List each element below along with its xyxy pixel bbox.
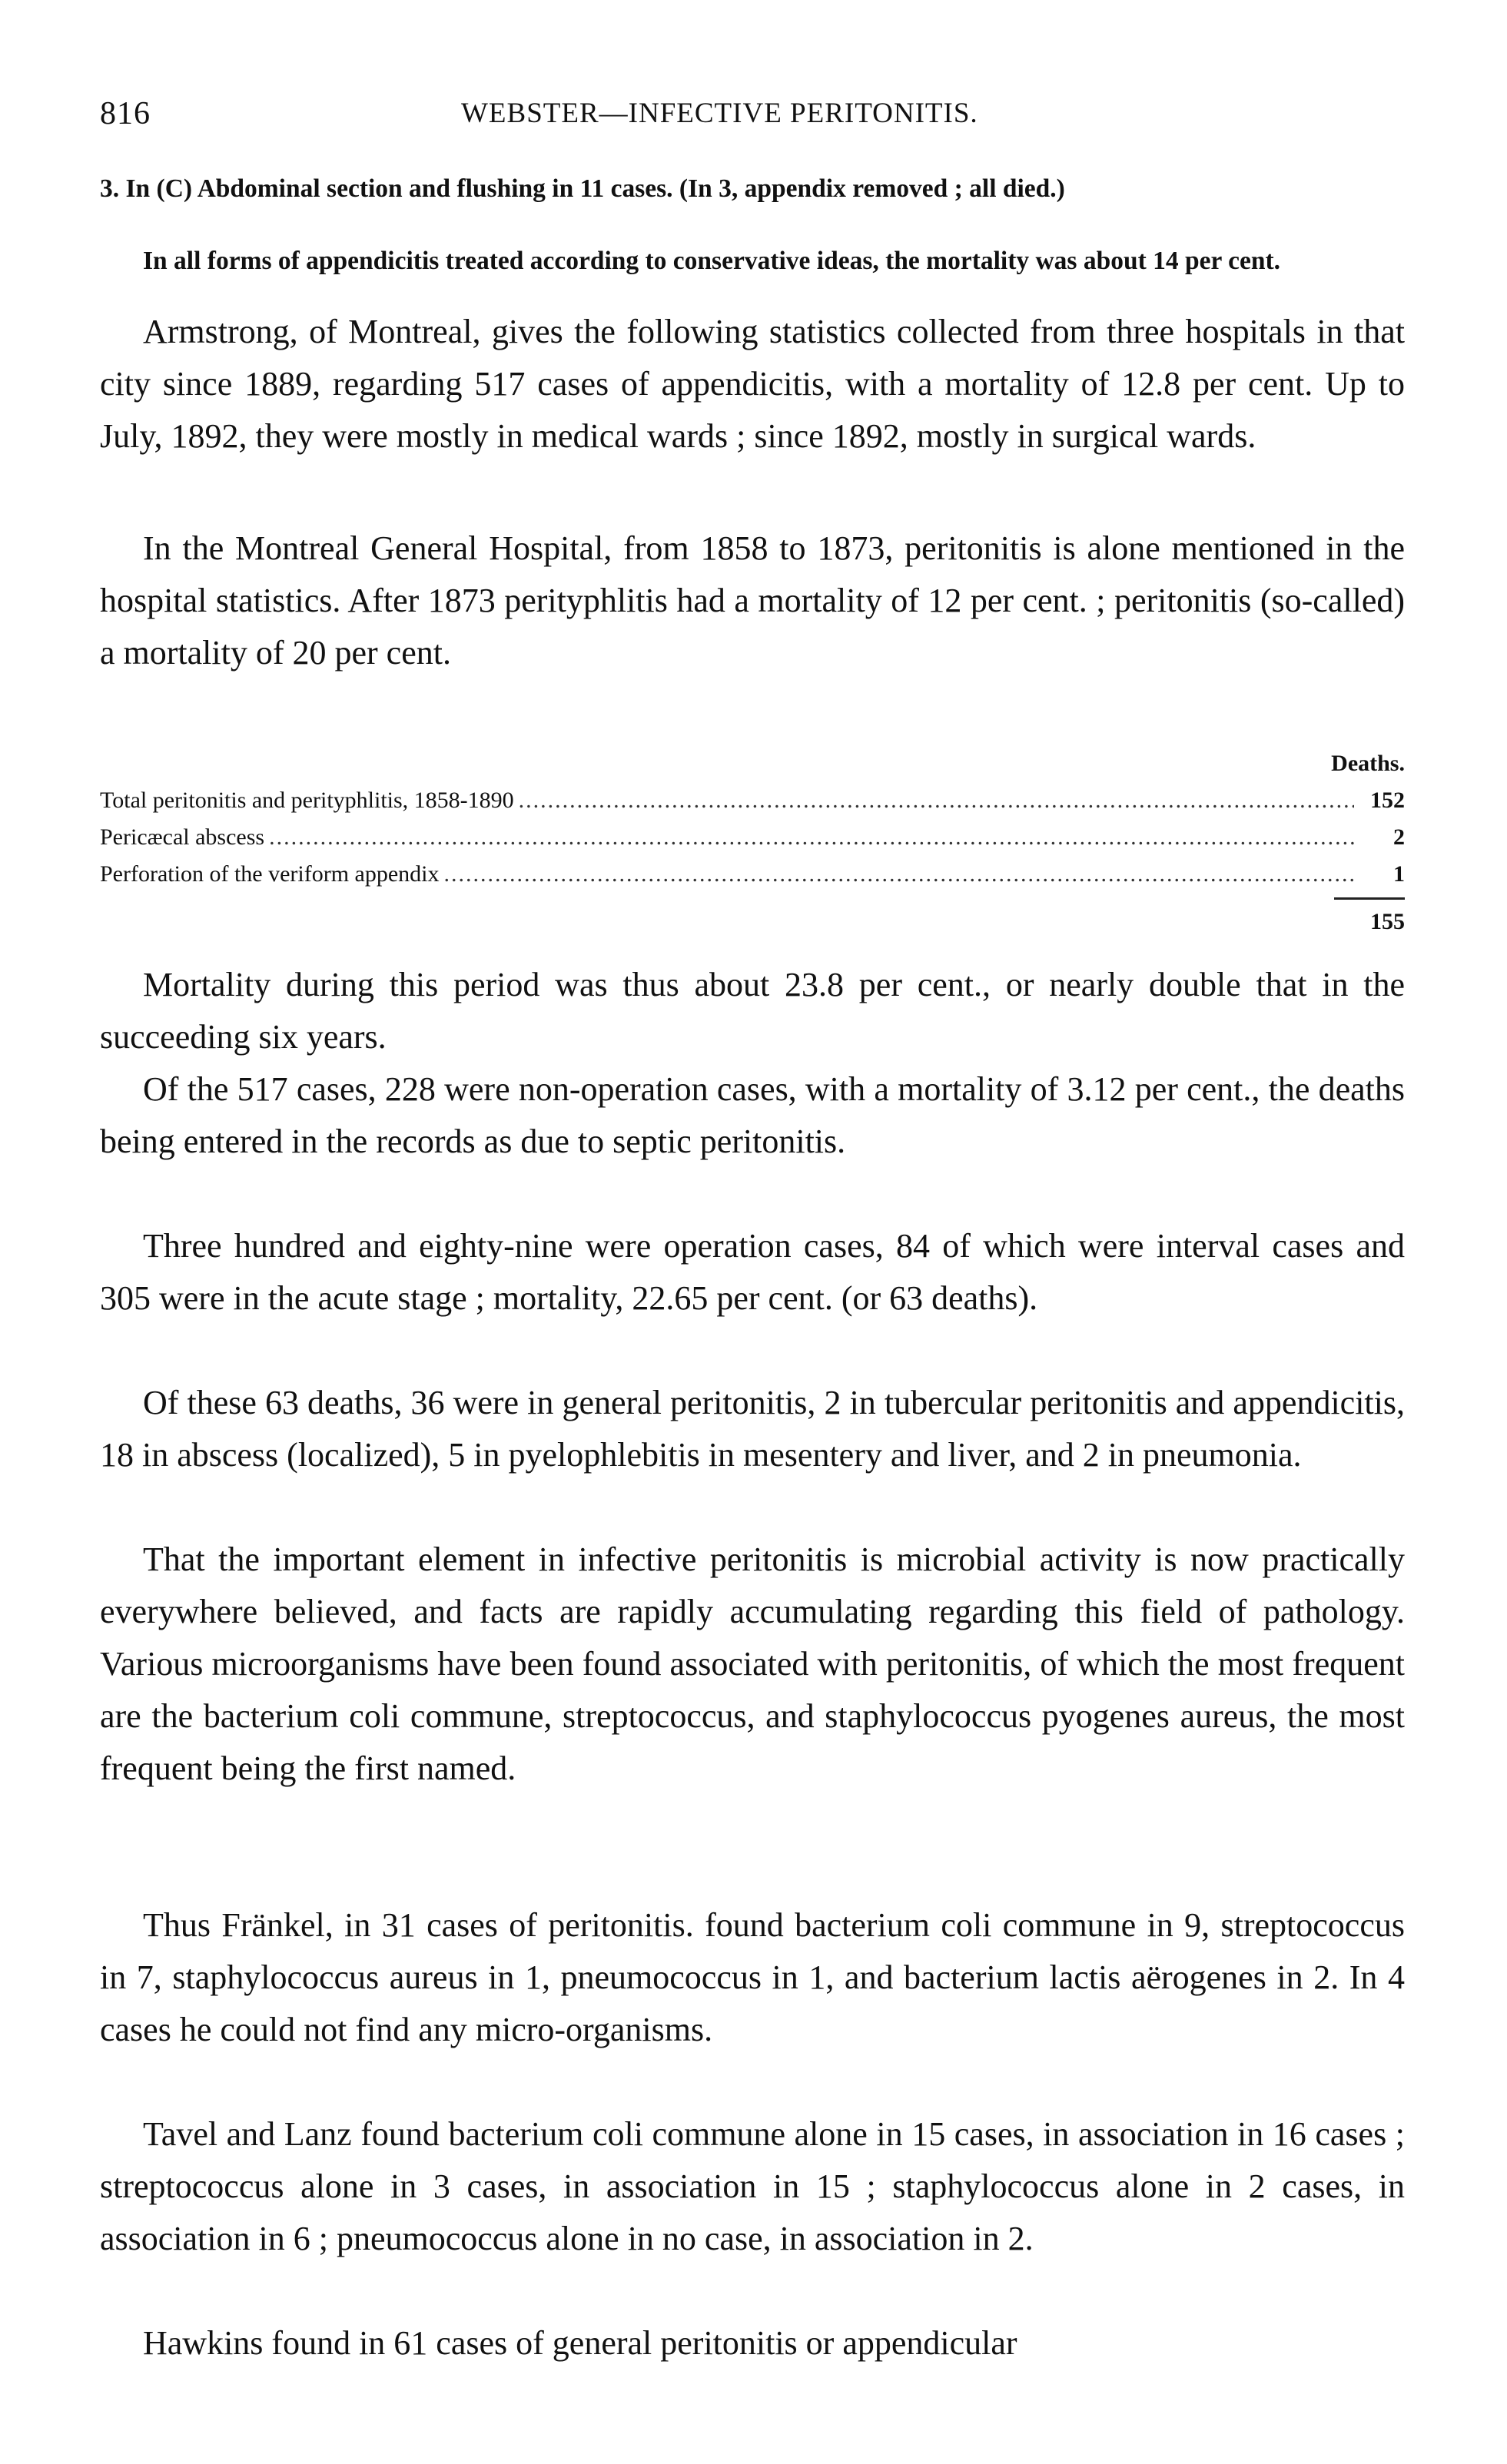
table-total-row bbox=[100, 905, 1405, 939]
paragraph-microbial-activity: That the important element in infective peritonitis is microbial activity is now practically everywhere believed, and facts are rapidly accumulating regarding this field of pathology. Various microorganisms have been found associated with peritonitis, of which the most frequent are the bacterium coli commune, streptococcus, and staphylococcus pyogenes aureus, the most frequent being the first named. bbox=[100, 1540, 1405, 1787]
row-value: 2 bbox=[1393, 824, 1405, 850]
paragraph-operation-cases: Three hundred and eighty-nine were operation cases, 84 of which were interval cases and 305 were in the acute stage ; mortality, 22.65 per cent. (or 63 deaths). bbox=[100, 1227, 1405, 1317]
leader-dots bbox=[444, 857, 1354, 891]
deaths-column-header: Deaths. bbox=[1331, 751, 1405, 776]
paragraph-frankel: Thus Fränkel, in 31 cases of peritonitis. found bacterium coli commune in 9, streptococcus in 7, staphylococcus aureus in 1, pneumococcus in 1, and bacterium lactis aërogenes in 2. In 4 cases he could not find any micro-organisms. bbox=[100, 1906, 1405, 2048]
note-line-1: 3. In (C) Abdominal section and flushing in 11 cases. (In 3, appendix removed ; all died.) bbox=[100, 174, 1065, 203]
table-row bbox=[100, 857, 1405, 891]
paragraph-non-operation: Of the 517 cases, 228 were non-operation cases, with a mortality of 3.12 per cent., the deaths being entered in the records as due to septic peritonitis. bbox=[100, 1070, 1405, 1160]
total-value: 155 bbox=[1370, 909, 1405, 934]
note-line-2: In all forms of appendicitis treated according to conservative ideas, the mortality was about 14 per cent. bbox=[143, 247, 1281, 275]
paragraph-armstrong: Armstrong, of Montreal, gives the following statistics collected from three hospitals in that city since 1889, regarding 517 cases of appendicitis, with a mortality of 12.8 per cent. Up to July, 1892, they were mostly in medical wards ; since 1892, mostly in surgical wards. bbox=[100, 313, 1405, 455]
paragraph-hawkins: Hawkins found in 61 cases of general peritonitis or appendicular bbox=[143, 2324, 1017, 2362]
running-head: WEBSTER—INFECTIVE PERITONITIS. bbox=[461, 98, 978, 129]
paragraph-montreal-general: In the Montreal General Hospital, from 1858 to 1873, peritonitis is alone mentioned in the hospital statistics. After 1873 perityphlitis had a mortality of 12 per cent. ; peritonitis (so-called) a mortality of 20 per cent. bbox=[100, 529, 1405, 672]
leader-dots bbox=[269, 821, 1354, 854]
total-rule bbox=[1334, 897, 1405, 900]
page-number: 816 bbox=[100, 96, 151, 131]
row-label: Pericæcal abscess bbox=[100, 824, 265, 850]
table-row bbox=[100, 784, 1405, 817]
deaths-table bbox=[100, 747, 1405, 947]
table-row bbox=[100, 821, 1405, 854]
row-label: Total peritonitis and perityphlitis, 1858-1890 bbox=[100, 788, 514, 813]
paragraph-63-deaths: Of these 63 deaths, 36 were in general peritonitis, 2 in tubercular peritonitis and appendicitis, 18 in abscess (localized), 5 in pyelophlebitis in mesentery and liver, and 2 in pneumonia. bbox=[100, 1384, 1405, 1474]
row-value: 1 bbox=[1393, 861, 1405, 887]
paragraph-tavel-lanz: Tavel and Lanz found bacterium coli commune alone in 15 cases, in association in 16 cases ; streptococcus alone in 3 cases, in association in 15 ; staphylococcus alone in 2 cases, in association in 6 ; pneumococcus alone in no case, in association in 2. bbox=[100, 2115, 1405, 2257]
row-value: 152 bbox=[1370, 788, 1405, 813]
paragraph-mortality-period: Mortality during this period was thus about 23.8 per cent., or nearly double that in the succeeding six years. bbox=[100, 966, 1405, 1056]
leader-dots bbox=[519, 784, 1354, 817]
row-label: Perforation of the veriform appendix bbox=[100, 861, 440, 887]
